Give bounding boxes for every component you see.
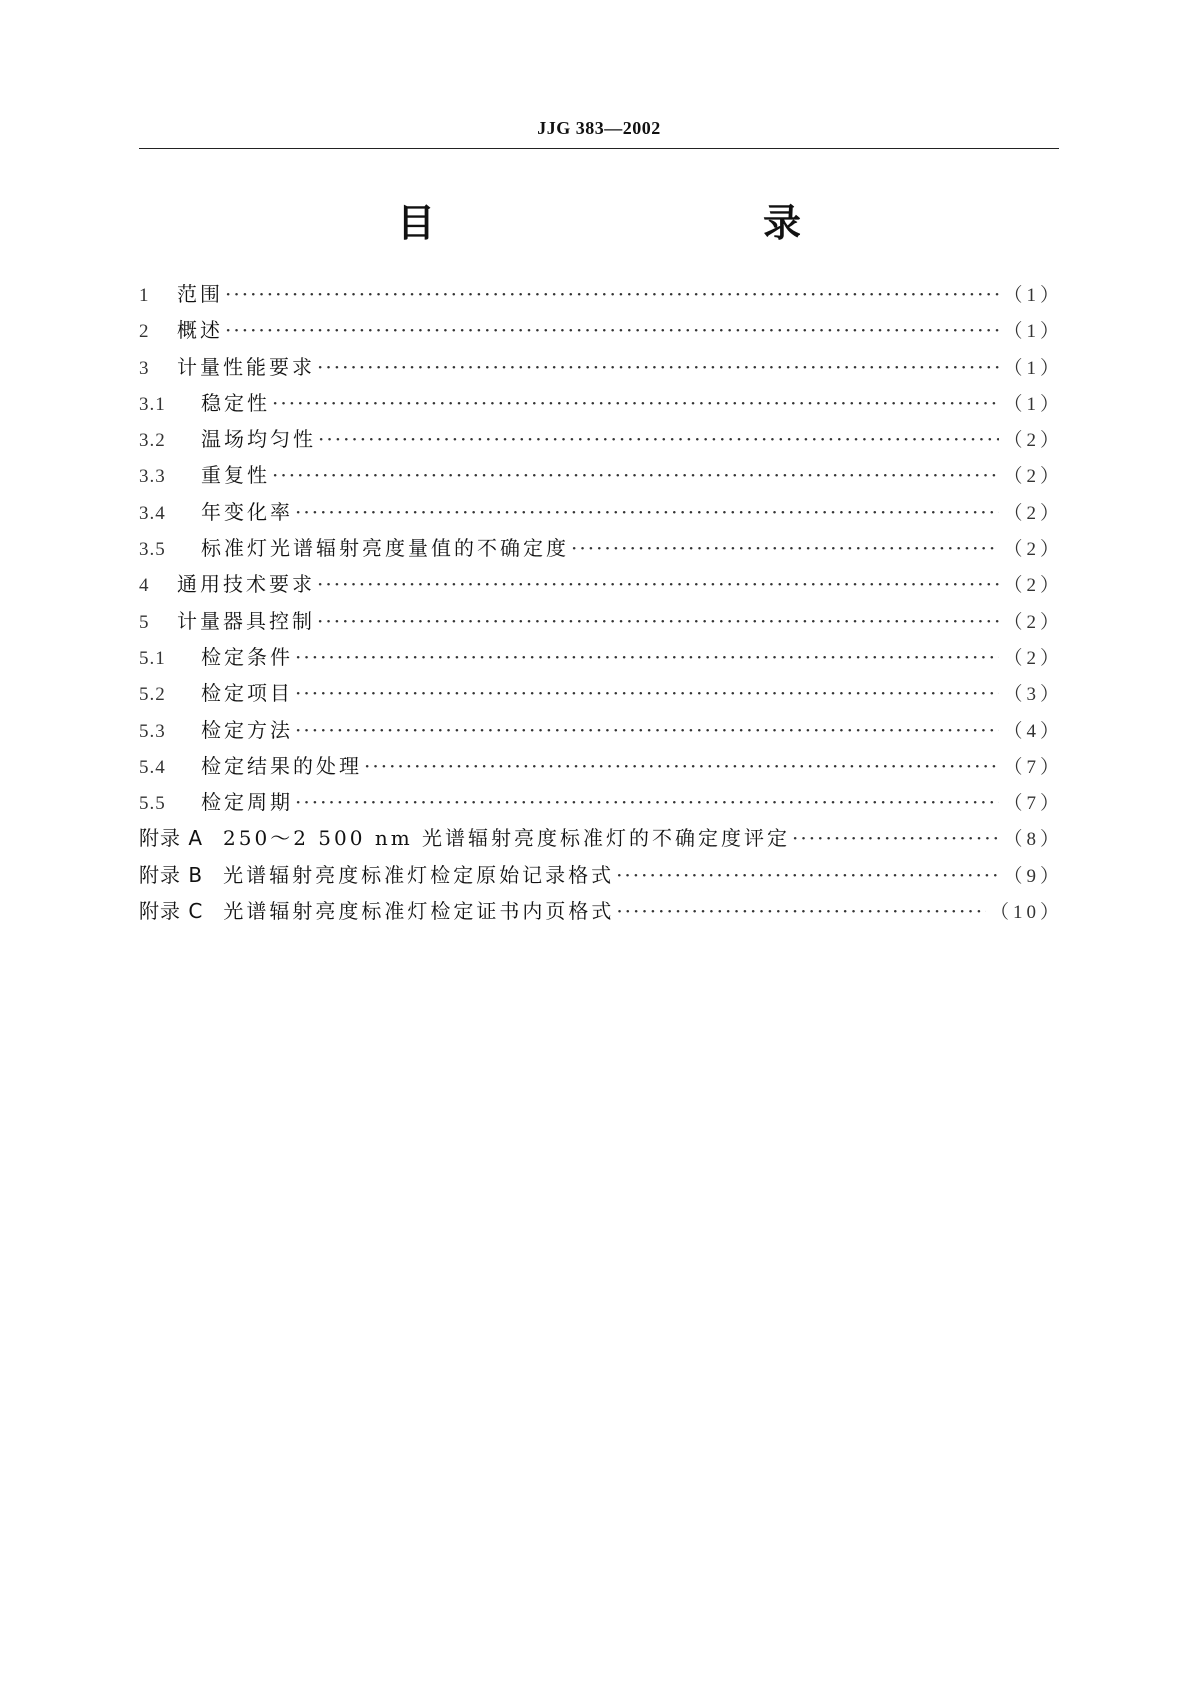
toc-entry-page: （7）: [1003, 793, 1063, 815]
toc-entry-page: （2）: [1003, 611, 1063, 633]
toc-leader-dots: [317, 572, 999, 596]
toc-entry[interactable]: [139, 314, 1063, 350]
toc-entry-number: 5.2: [139, 684, 166, 706]
toc-entry[interactable]: [139, 750, 1063, 786]
toc-entry-page: （1）: [1003, 357, 1063, 379]
toc-entry-number: 3: [139, 357, 150, 379]
toc-entry-title: 检定条件: [201, 644, 293, 669]
toc-entry-title: 检定项目: [201, 681, 293, 706]
toc-entry[interactable]: [139, 786, 1063, 822]
toc-entry-title: 检定方法: [201, 717, 293, 742]
toc-entry[interactable]: [139, 568, 1063, 604]
toc-entry-page: （1）: [1003, 321, 1063, 343]
toc-entry-number: 3.4: [139, 502, 166, 524]
toc-entry-title: 计量器具控制: [177, 608, 315, 633]
toc-entry[interactable]: [139, 459, 1063, 495]
toc-entry-number: 附录 A: [139, 826, 204, 851]
toc-entry-title: 检定周期: [201, 790, 293, 815]
toc-entry-page: （2）: [1003, 575, 1063, 597]
toc-entry-number: 5.5: [139, 793, 166, 815]
toc-leader-dots: [295, 718, 999, 742]
toc-entry[interactable]: [139, 714, 1063, 750]
toc-entry[interactable]: [139, 278, 1063, 314]
toc-entry-title: 重复性: [201, 463, 270, 488]
toc-leader-dots: [225, 318, 999, 342]
page-title: 目 录: [396, 201, 885, 245]
page-header-standard-code: JJG 383—2002: [537, 118, 661, 138]
toc-entry-title: 光谱辐射亮度标准灯检定原始记录格式: [223, 862, 615, 887]
toc-leader-dots: [272, 463, 999, 487]
toc-entry[interactable]: [139, 677, 1063, 713]
toc-entry-number: 5.4: [139, 756, 166, 778]
toc-leader-dots: [364, 754, 999, 778]
toc-entry-number: 3.1: [139, 393, 166, 415]
toc-entry-number: 5: [139, 611, 150, 633]
toc-entry-title: 温场均匀性: [201, 427, 316, 452]
toc-entry-page: （2）: [1003, 466, 1063, 488]
toc-entry[interactable]: [139, 822, 1063, 858]
toc-entry-title: 计量性能要求: [177, 354, 315, 379]
toc-entry-title: 范围: [177, 282, 223, 306]
toc-entry-page: （9）: [1003, 865, 1063, 887]
toc-leader-dots: [317, 609, 999, 633]
toc-leader-dots: [272, 391, 999, 415]
toc-entry-title: 光谱辐射亮度标准灯检定证书内页格式: [223, 899, 615, 924]
toc-entry[interactable]: [139, 605, 1063, 641]
toc-entry-title: 概述: [177, 318, 223, 343]
toc-leader-dots: [792, 826, 999, 850]
toc-entry-number: 2: [139, 321, 150, 343]
toc-leader-dots: [571, 536, 999, 560]
toc-leader-dots: [317, 355, 999, 379]
toc-leader-dots: [295, 790, 999, 814]
toc-entry-number: 附录 B: [139, 862, 204, 887]
toc-entry-title: 检定结果的处理: [201, 753, 362, 778]
toc-entry-page: （8）: [1003, 829, 1063, 851]
toc-leader-dots: [616, 863, 999, 887]
toc-entry-page: （7）: [1003, 756, 1063, 778]
toc-entry-title: 标准灯光谱辐射亮度量值的不确定度: [201, 536, 569, 561]
toc-entry-page: （4）: [1003, 720, 1063, 742]
toc-entry-number: 3.2: [139, 430, 166, 452]
toc-entry[interactable]: [139, 895, 1063, 931]
toc-entry-page: （10）: [989, 902, 1063, 924]
toc-entry-page: （2）: [1003, 539, 1063, 561]
toc-entry[interactable]: [139, 641, 1063, 677]
header-divider: [139, 148, 1059, 149]
toc-entry-page: （3）: [1003, 684, 1063, 706]
toc-leader-dots: [225, 282, 999, 306]
toc-entry[interactable]: [139, 496, 1063, 532]
toc-entry-page: （2）: [1003, 502, 1063, 524]
toc-entry-title: 250～2 500 nm 光谱辐射亮度标准灯的不确定度评定: [223, 826, 791, 851]
toc-entry-number: 3.5: [139, 539, 166, 561]
toc-entry-title: 通用技术要求: [177, 572, 315, 597]
toc-entry-page: （2）: [1003, 430, 1063, 452]
toc-entry-number: 5.1: [139, 647, 166, 669]
toc-entry-page: （2）: [1003, 647, 1063, 669]
toc-leader-dots: [318, 427, 999, 451]
toc-leader-dots: [295, 500, 999, 524]
toc-entry[interactable]: [139, 351, 1063, 387]
toc-entry[interactable]: [139, 532, 1063, 568]
toc-entry-number: 4: [139, 575, 150, 597]
toc-entry[interactable]: [139, 387, 1063, 423]
toc-entry-title: 年变化率: [201, 499, 293, 524]
table-of-contents: [139, 278, 1063, 931]
toc-entry[interactable]: [139, 423, 1063, 459]
toc-leader-dots: [295, 645, 999, 669]
toc-leader-dots: [616, 899, 986, 923]
toc-entry-page: （1）: [1003, 285, 1063, 306]
toc-entry-number: 附录 C: [139, 899, 204, 924]
toc-entry-number: 1: [139, 285, 150, 306]
toc-entry-page: （1）: [1003, 393, 1063, 415]
toc-entry-number: 3.3: [139, 466, 166, 488]
toc-leader-dots: [295, 681, 999, 705]
toc-entry-number: 5.3: [139, 720, 166, 742]
toc-entry-title: 稳定性: [201, 390, 270, 415]
toc-entry[interactable]: [139, 859, 1063, 895]
